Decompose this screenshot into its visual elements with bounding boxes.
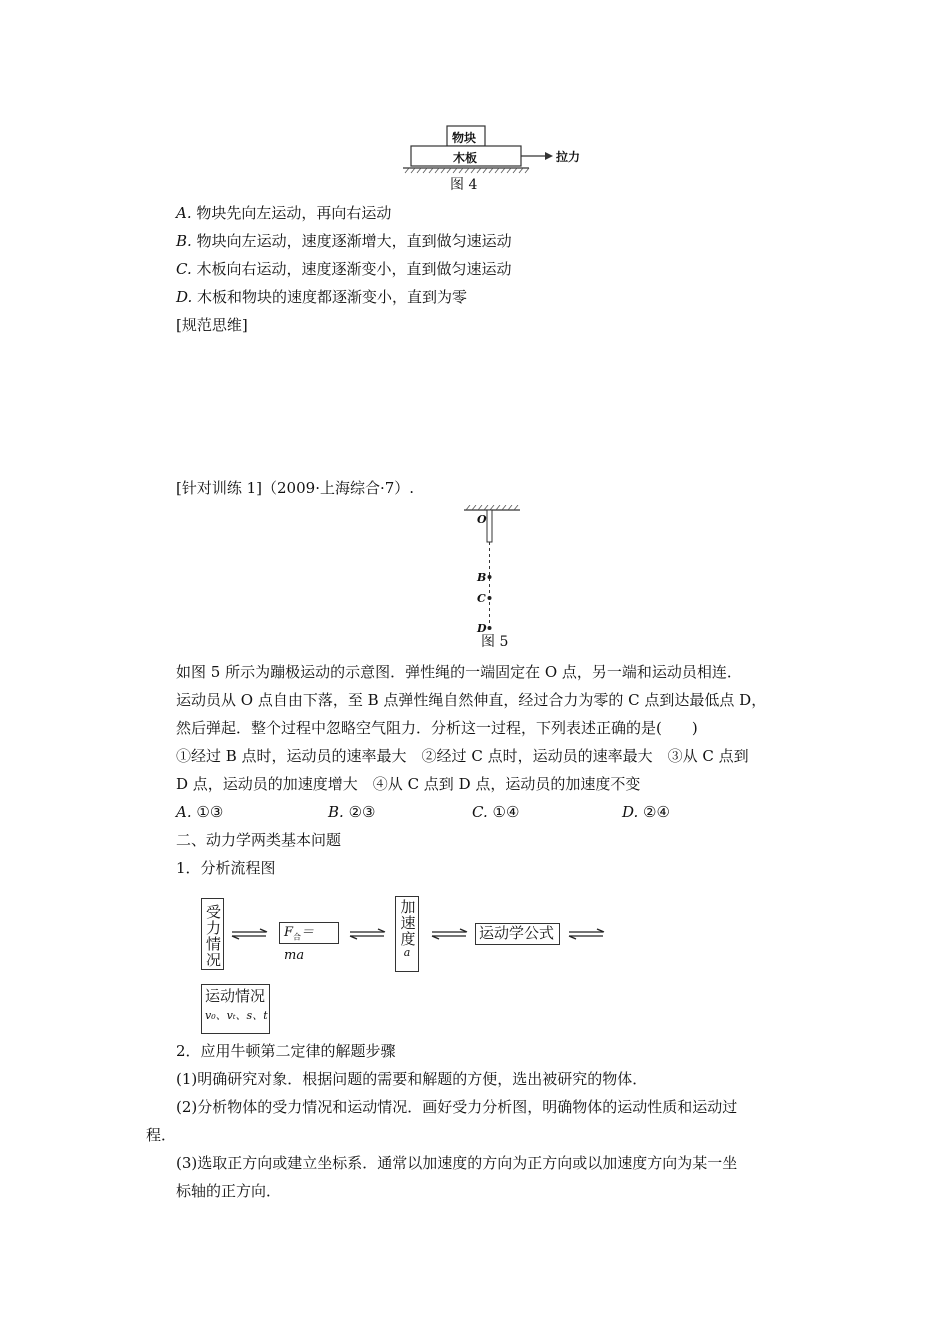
option-d [176,287,467,307]
flowchart [195,893,615,1038]
figure-4-caption: 图 4 [450,177,478,193]
figure-5-caption: 图 5 [481,634,509,650]
step-2-continued: 程． [146,1126,177,1144]
flow-box-newton: $F_合=ma$ [279,922,339,944]
label-o: O [477,513,487,526]
q2-option-b: B. ②③ [328,803,376,821]
option-letter: B. [176,232,192,250]
section-2-title: 二、动力学两类基本问题 [176,831,342,849]
block-label: 物块 [452,131,477,145]
standard-thinking-label: [规范思维] [176,316,248,334]
label-c: C [477,592,486,605]
option-text: 木板向右运动，速度逐渐变小，直到做匀速运动 [196,260,512,278]
flow-box-motion: 运动情况 v₀、vₜ、s、t [201,984,270,1034]
option-text: 物块向左运动，速度逐渐增大，直到做匀速运动 [196,232,512,250]
option-letter: D. [176,288,193,306]
double-arrow-3 [430,928,470,940]
q2-stem-line-2: 运动员从 O 点自由下落，至 B 点弹性绳自然伸直，经过合力为零的 C 点到达最低点 D， [176,691,767,709]
step-2: (2)分析物体的受力情况和运动情况．画好受力分析图，明确物体的运动性质和运动过 [176,1098,738,1116]
flow-box-acceleration: 加速度 a [395,896,419,972]
q2-option-a: A. ①③ [176,803,224,821]
q2-option-d: D. ②④ [622,803,670,821]
figure-5-diagram [462,505,532,635]
option-a [176,203,391,223]
label-b: B [477,571,487,584]
double-arrow-2 [348,928,388,940]
q2-statements-line-1: ①经过 B 点时，运动员的速率最大 ②经过 C 点时，运动员的速率最大 ③从 C 点到 [176,747,749,765]
option-c [176,259,512,279]
flow-box-kinematics: 运动学公式 [475,923,560,945]
option-b [176,231,512,251]
figure-4 [395,120,595,195]
force-label: 拉力 [556,150,581,164]
step-1: (1)明确研究对象．根据问题的需要和解题的方便，选出被研究的物体． [176,1070,648,1088]
option-text: 木板和物块的速度都逐渐变小，直到为零 [197,288,468,306]
figure-5 [462,505,532,655]
training-heading: [针对训练 1]（2009·上海综合·7）. [176,479,415,497]
step-3-continued: 标轴的正方向． [176,1182,282,1200]
q2-statements-line-2: D 点，运动员的加速度增大 ④从 C 点到 D 点，运动员的加速度不变 [176,775,641,793]
option-letter: C. [176,260,192,278]
step-3: (3)选取正方向或建立坐标系．通常以加速度的方向为正方向或以加速度方向为某一坐 [176,1154,738,1172]
q2-option-c: C. ①④ [472,803,520,821]
q2-stem-line-3: 然后弹起．整个过程中忽略空气阻力．分析这一过程，下列表述正确的是( ) [176,719,698,737]
board-label: 木板 [453,151,478,165]
flow-box-force: 受力情况 [201,898,224,970]
subsection-1-title: 1．分析流程图 [176,859,276,877]
double-arrow-4 [567,928,607,940]
label-d: D [477,622,487,635]
double-arrow-1 [230,928,270,940]
option-letter: A. [176,204,192,222]
subsection-2-title: 2．应用牛顿第二定律的解题步骤 [176,1042,396,1060]
q2-stem-line-1: 如图 5 所示为蹦极运动的示意图．弹性绳的一端固定在 O 点，另一端和运动员相连． [176,663,742,681]
option-text: 物块先向左运动，再向右运动 [196,204,392,222]
